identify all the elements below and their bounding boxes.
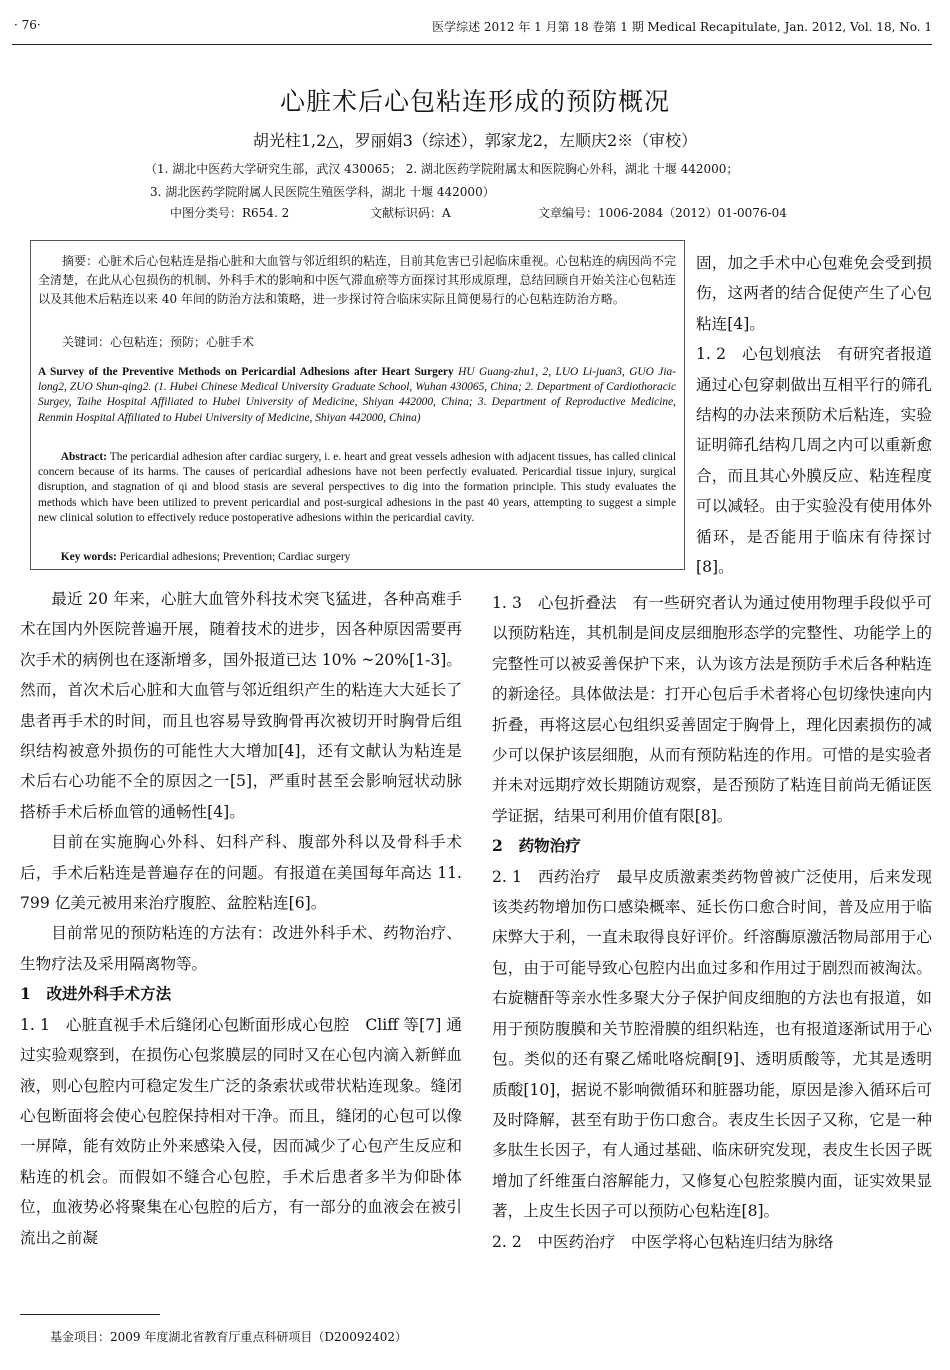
right-column — [492, 588, 932, 1257]
paragraph: 固，加之手术中心包难免会受到损伤，这两者的结合促使产生了心包粘连[4]。 — [696, 254, 932, 333]
english-authors-affiliations: HU Guang-zhu1, 2, LUO Li-juan3, GUO Jia-long2, ZUO Shun-qing2. (1. Hubei Chinese Medical University Graduate School, Wuhan 430065, China; 2. Department of Cardiothoracic Surgey, Taihe Hospital Affiliated to Hubei University of Medicine, Shiyan 442000, China; 3. Department of Reproductive Medicine, Renmin Hospital Affiliated to Hubei University of Medicine, Shiyan 442000, China) — [38, 366, 676, 424]
clc-number: 中图分类号：R654. 2 — [170, 206, 290, 220]
document-code: 文献标识码：A — [370, 206, 451, 220]
abstract-chinese: 摘要：心脏术后心包粘连是指心脏和大血管与邻近组织的粘连，目前其危害已引起临床重视。心包粘连的病因尚不完全清楚，在此从心包损伤的机制、外科手术的影响和中医气滞血瘀等方面探讨其形成原理，总结回顾自开始关注心包粘连以及其他术后粘连以来 40 年间的防治方法和策略，进一步探讨符合临床实际且简便易行的心包粘连防治方略。 — [38, 254, 676, 306]
abstract-text: The pericardial adhesion after cardiac surgery, i. e. heart and great vessels adhesion with adjacent tissues, has called clinical concern because of its harms. The causes of pericardial adhesions have not been perfectly evaluated. Pericardial tissue injury, surgical disruption, and stagnation of qi and blood stasis are several perspectives to dig into the formation principle. This study evaluates the methods which have been utilized to prevent pericardial and post-surgical adhesions in the past 40 years, attempting to suggest a simple new clinical solution to effectively reduce postoperative adhesions within the pericardial cavity. — [38, 451, 676, 524]
header-rule — [12, 44, 932, 45]
section-2-2: 2. 2 中医药治疗 中医学将心包粘连归结为脉络 — [492, 1232, 834, 1251]
section-1-3: 1. 3 心包折叠法 有一些研究者认为通过使用物理手段似乎可以预防粘连，其机制是间皮层细胞形态学的完整性、功能学上的完整性可以被妥善保护下来，认为该方法是预防手术后各种粘连的新途径。具体做法是：打开心包后手术者将心包切缘快速向内折叠，再将这层心包组织妥善固定于胸骨上，理化因素损伤的减少可以保护该层细胞，从而有预防粘连的作用。可惜的是实验者并未对远期疗效长期随访观察，是否预防了粘连目前尚无循证医学证据，结果可利用价值有限[8]。 — [492, 594, 932, 825]
english-title: A Survey of the Preventive Methods on Pericardial Adhesions after Heart Surgery — [38, 366, 454, 378]
abstract-label: Abstract: — [60, 451, 107, 463]
section-heading-1: 1 改进外科手术方法 — [20, 984, 172, 1004]
english-keywords — [38, 550, 676, 565]
section-heading-2: 2 药物治疗 — [492, 836, 581, 856]
article-authors: 胡光柱1,2△，罗丽娟3（综述），郭家龙2，左顺庆2※（审校） — [252, 131, 698, 150]
affiliation-line-1: （1. 湖北中医药大学研究生部，武汉 430065； 2. 湖北医药学院附属太和医院胸心外科，湖北 十堰 442000； — [145, 162, 739, 176]
section-2-1: 2. 1 西药治疗 最早皮质激素类药物曾被广泛使用，后来发现该类药物增加伤口感染概率、延长伤口愈合时间，普及应用于临床弊大于利，一直未取得良好评价。纤溶酶原激活物局部用于心包，由于可能导致心包腔内出血过多和作用过于剧烈而被淘汰。右旋糖酐等亲水性多聚大分子保护间皮细胞的方法也有报道，如用于预防腹膜和关节腔滑膜的组织粘连，也有报道逐渐试用于心包。类似的还有聚乙烯吡咯烷酮[9]、透明质酸等，尤其是透明质酸[10]，据说不影响微循环和脏器功能，原因是渗入循环后可及时降解，甚至有助于伤口愈合。表皮生长因子又称，它是一种多肽生长因子，有人通过基础、临床研究发现，表皮生长因子既增加了纤维蛋白溶解能力，又修复心包腔浆膜内面，证实效果显著，上皮生长因子可以预防心包粘连[8]。 — [492, 867, 932, 1221]
keywords-label: Key words: — [60, 551, 117, 563]
paragraph: 最近 20 年来，心脏大血管外科技术突飞猛进，各种高难手术在国内外医院普遍开展，随着技术的进步，因各种原因需要再次手术的病例也在逐渐增多，国外报道已达 10% ~20%[1-3]。然而，首次术后心脏和大血管与邻近组织产生的粘连大大延长了患者再手术的时间，而且也容易导致胸骨再次被切开时胸骨后组织结构被意外损伤的可能性大大增加[4]，还有文献认为粘连是术后右心功能不全的原因之一[5]，严重时甚至会影响冠状动脉搭桥手术后桥血管的通畅性[4]。 — [20, 590, 462, 821]
affiliation-line-2: 3. 湖北医药学院附属人民医院生殖医学科，湖北 十堰 442000） — [150, 185, 495, 199]
english-title-block — [38, 365, 676, 426]
article-title: 心脏术后心包粘连形成的预防概况 — [279, 87, 670, 116]
article-number: 文章编号：1006-2084（2012）01-0076-04 — [538, 206, 787, 220]
english-abstract — [38, 450, 676, 526]
left-column — [20, 584, 462, 1253]
running-header: 医学综述 2012 年 1 月第 18 卷第 1 期 Medical Recapitulate, Jan. 2012, Vol. 18, No. 1 — [432, 20, 932, 34]
page-number: · 76· — [14, 18, 41, 32]
funding-footnote: 基金项目：2009 年度湖北省教育厅重点科研项目（D20092402） — [50, 1330, 408, 1344]
right-top-column — [696, 248, 932, 582]
keywords-chinese: 关键词：心包粘连；预防；心脏手术 — [62, 335, 255, 349]
paragraph: 目前在实施胸心外科、妇科产科、腹部外科以及骨科手术后，手术后粘连是普遍存在的问题。有报道在美国每年高达 11. 799 亿美元被用来治疗腹腔、盆腔粘连[6]。 — [20, 833, 462, 913]
paragraph: 目前常见的预防粘连的方法有：改进外科手术、药物治疗、生物疗法及采用隔离物等。 — [20, 924, 462, 973]
footnote-rule — [20, 1314, 160, 1315]
section-1-2: 1. 2 心包划痕法 有研究者报道通过心包穿刺做出互相平行的筛孔结构的办法来预防术后粘连，实验证明筛孔结构几周之内可以重新愈合，而且其心外膜反应、粘连程度可以减轻。由于实验没有使用体外循环，是否能用于临床有待探讨[8]。 — [696, 345, 932, 577]
keywords-text: Pericardial adhesions; Prevention; Cardiac surgery — [116, 551, 351, 563]
section-1-1: 1. 1 心脏直视手术后缝闭心包断面形成心包腔 Cliff 等[7] 通过实验观察到，在损伤心包浆膜层的同时又在心包内滴入新鲜血液，则心包腔内可稳定发生广泛的条索状或带状粘连现象。缝闭心包断面将会使心包腔保持相对干净。而且，缝闭的心包可以像一屏障，能有效防止外来感染入侵，因而减少了心包产生反应和粘连的机会。而假如不缝合心包腔，手术后患者多半为仰卧体位，血液势必将聚集在心包腔的后方，有一部分的血液会在被引流出之前凝 — [20, 1015, 462, 1247]
